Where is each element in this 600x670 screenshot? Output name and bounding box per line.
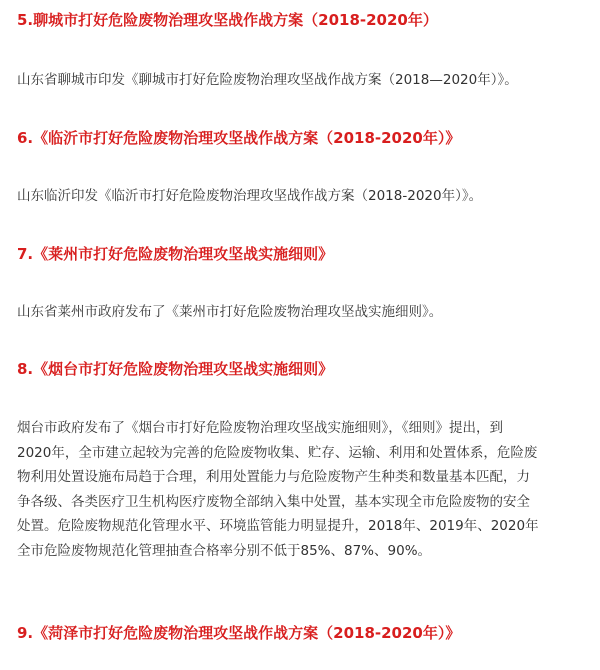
body-line: 2020年，全市建立起较为完善的危险废物收集、贮存、运输、利用和处置体系，危险废 (17, 444, 538, 461)
section-body-5: 山东省聊城市印发《聊城市打好危险废物治理攻坚战作战方案（2018—2020年）》。 (17, 72, 518, 88)
section-body-8 (17, 416, 589, 564)
section-body-6: 山东临沂印发《临沂市打好危险废物治理攻坚战作战方案（2018-2020年）》。 (17, 188, 483, 204)
body-line: 烟台市政府发布了《烟台市打好危险废物治理攻坚战实施细则》，《细则》提出，到 (17, 420, 503, 436)
section-heading-5: 5.聊城市打好危险废物治理攻坚战作战方案（2018-2020年） (17, 11, 438, 29)
body-line: 物利用处置设施布局趋于合理，利用处置能力与危险废物产生种类和数量基本匹配，力 (17, 469, 530, 486)
section-heading-6: 6.《临沂市打好危险废物治理攻坚战作战方案（2018-2020年）》 (17, 129, 461, 147)
section-heading-8: 8.《烟台市打好危险废物治理攻坚战实施细则》 (17, 360, 334, 378)
section-body-7: 山东省莱州市政府发布了《莱州市打好危险废物治理攻坚战实施细则》。 (17, 304, 443, 320)
body-line: 处置。危险废物规范化管理水平、环境监管能力明显提升，2018年、2019年、2020年 (17, 518, 539, 535)
body-line: 争各级、各类医疗卫生机构医疗废物全部纳入集中处置，基本实现全市危险废物的安全 (17, 493, 530, 510)
body-line: 全市危险废物规范化管理抽查合格率分别不低于85%、87%、90%。 (17, 542, 432, 559)
section-heading-9: 9.《菏泽市打好危险废物治理攻坚战作战方案（2018-2020年）》 (17, 624, 461, 642)
section-heading-7: 7.《莱州市打好危险废物治理攻坚战实施细则》 (17, 245, 334, 263)
